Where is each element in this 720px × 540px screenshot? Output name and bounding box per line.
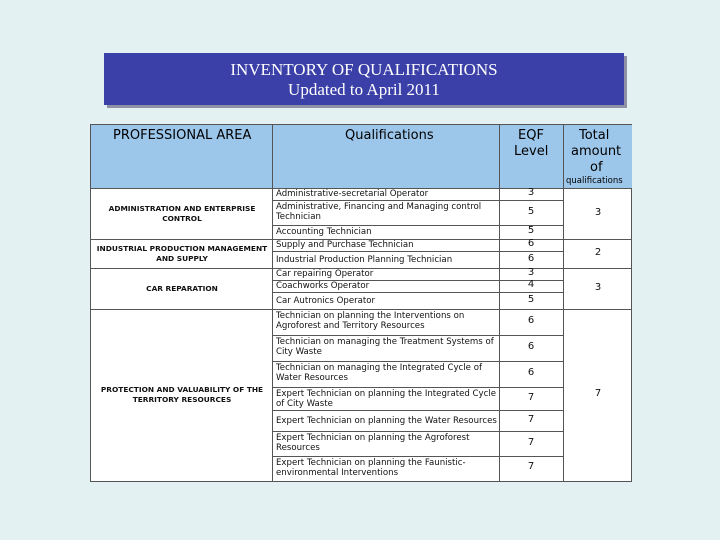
qualification-name: Administrative, Financing and Managing control [276, 202, 482, 212]
eqf-level: 3 [527, 187, 535, 198]
eqf-level: 7 [527, 461, 535, 472]
title-line-2: Updated to April 2011 [288, 80, 440, 99]
qualification-name: Accounting Technician [276, 227, 372, 237]
qualification-name: Technician on managing the Integrated Cycle of [276, 363, 482, 373]
row-separator [273, 200, 563, 201]
row-separator [273, 431, 563, 432]
eqf-level: 6 [527, 252, 535, 264]
qualification-name: Car Autronics Operator [276, 295, 376, 306]
qualifications-table [90, 124, 632, 482]
header-qualifications: Qualifications [345, 128, 434, 143]
qualification-name: Administrative-secretarial Operator [276, 189, 429, 199]
eqf-level: 5 [527, 293, 535, 305]
title-line-1: INVENTORY OF QUALIFICATIONS [230, 60, 498, 79]
header-level: Level [514, 144, 549, 159]
area-label-line-1: INDUSTRIAL PRODUCTION MANAGEMENT [96, 243, 268, 253]
header-total: Total [579, 128, 610, 143]
eqf-level: 7 [527, 391, 535, 403]
eqf-level: 3 [527, 267, 535, 278]
header-amount: amount [571, 144, 622, 159]
eqf-level: 6 [527, 238, 535, 249]
row-separator [273, 456, 563, 457]
qualification-name: Industrial Production Planning Technician [276, 254, 453, 265]
qualification-name-cont: City Waste [276, 347, 322, 357]
eqf-level: 4 [527, 279, 535, 290]
title-banner [104, 53, 624, 105]
qualification-name: Expert Technician on planning the Agroforest [276, 433, 470, 443]
area-label-line-1: ADMINISTRATION AND ENTERPRISE [108, 203, 256, 213]
row-separator [273, 387, 563, 388]
header-qualifications-small: qualifications [566, 176, 623, 186]
eqf-level: 6 [527, 315, 535, 326]
total-amount: 2 [594, 246, 602, 258]
qualification-name: Supply and Purchase Technician [276, 240, 414, 250]
eqf-level: 6 [527, 367, 535, 378]
group-separator [91, 309, 631, 310]
header-eqf: EQF [518, 128, 544, 143]
eqf-level: 7 [527, 436, 535, 448]
header-professional-area: PROFESSIONAL AREA [113, 128, 252, 143]
total-amount: 7 [594, 387, 602, 399]
area-label-line-2: AND SUPPLY [156, 253, 208, 263]
qualification-name-cont: of City Waste [276, 399, 333, 409]
qualification-name: Technician on planning the Interventions on [276, 311, 465, 321]
eqf-level: 5 [527, 225, 535, 236]
eqf-level: 7 [527, 413, 535, 425]
header-of: of [590, 160, 603, 175]
area-label-line-2: TERRITORY RESOURCES [132, 394, 232, 404]
qualification-name-cont: Technician [276, 212, 321, 222]
row-separator [273, 361, 563, 362]
total-amount: 3 [594, 206, 602, 218]
qualification-name: Expert Technician on planning the Integrated Cycle [276, 389, 497, 399]
row-separator [273, 335, 563, 336]
total-amount: 3 [594, 281, 602, 293]
grid-line [563, 125, 564, 481]
qualification-name: Car repairing Operator [276, 269, 374, 279]
qualification-name: Coachworks Operator [276, 281, 370, 291]
eqf-level: 6 [527, 341, 535, 352]
area-label-line-1: CAR REPARATION [146, 283, 218, 293]
qualification-name-cont: Agroforest and Territory Resources [276, 321, 425, 331]
qualification-name-cont: Resources [276, 443, 320, 453]
area-label-line-2: CONTROL [162, 213, 202, 223]
eqf-level: 5 [527, 205, 535, 217]
qualification-name: Technician on managing the Treatment Systems of [276, 337, 494, 347]
area-label-line-1: PROTECTION AND VALUABILITY OF THE [100, 384, 264, 394]
qualification-name: Expert Technician on planning the Water Resources [276, 415, 497, 426]
qualification-name: Expert Technician on planning the Faunistic- [276, 458, 466, 468]
grid-line [272, 125, 273, 481]
row-separator [273, 410, 563, 411]
qualification-name-cont: Water Resources [276, 373, 349, 383]
qualification-name-cont: environmental Interventions [276, 468, 399, 478]
